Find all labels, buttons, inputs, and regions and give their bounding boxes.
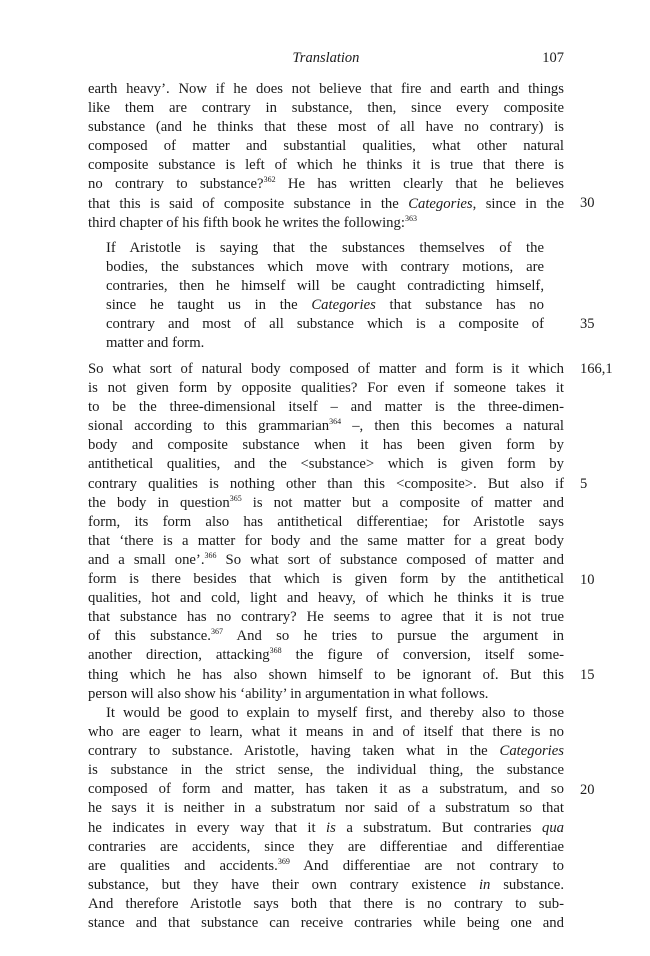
text-line: he indicates in every way that it is a substratum. But contraries qua — [88, 819, 564, 836]
text-line: another direction, attacking$^{368}$ the figure of conversion, itself some- — [88, 646, 564, 664]
text-line: If Aristotle is saying that the substances themselves of the — [106, 240, 544, 256]
text-line: So what sort of natural body composed of matter and form is it which — [88, 361, 564, 377]
text-line: substance, but they have their own contrary existence in substance. — [88, 876, 564, 893]
text-line: that this is said of composite substance in the Categories, since in the — [88, 195, 565, 212]
text-line: form, its form also has antithetical differentiae; for Aristotle says — [88, 513, 564, 530]
text-line: to be the three-dimensional itself – and matter is the three-dimen- — [88, 399, 564, 416]
text-line: since he taught us in the Categories that substance has no — [106, 297, 544, 314]
text-line: and a small one’.$^{366}$ So what sort of substance composed of matter and — [88, 550, 564, 568]
text-line: contraries are accidents, since they are differentiae and differentiae — [88, 838, 564, 855]
text-line: substance (and he thinks that these most of all have no contrary) is — [88, 119, 564, 136]
text-line: It would be good to explain to myself first, and thereby also to those — [106, 705, 564, 721]
text-line: matter and form. — [106, 335, 205, 352]
text-line: is substance in the strict sense, the individual thing, the substance — [88, 762, 564, 779]
text-line: that substance has no contrary? He seems to agree that it is not true — [88, 609, 564, 626]
text-line: person will also show his ‘ability’ in argumentation in what follows. — [88, 685, 489, 702]
margin-line-number: 20 — [580, 782, 595, 798]
text-line: are qualities and accidents.$^{369}$ And differentiae are not contrary to — [88, 856, 564, 874]
text-line: is not given form by opposite qualities? For even if someone takes it — [88, 380, 564, 397]
running-header — [88, 50, 564, 72]
text-line: composite substance is left of which he thinks it is true that there is — [88, 157, 564, 174]
margin-line-number: 15 — [580, 667, 595, 683]
text-line: the body in question$^{365}$ is not matter but a composite of matter and — [88, 493, 564, 511]
margin-line-number: 10 — [580, 572, 595, 588]
text-line: form is there besides that which is given form by the antithetical — [88, 571, 564, 588]
block-quote — [106, 239, 544, 354]
text-line: contraries, then he himself will be caught contradicting himself, — [106, 278, 544, 295]
text-line: body and composite substance when it has been given form by — [88, 437, 564, 454]
text-line: third chapter of his fifth book he writes the following:$^{363}$ — [88, 213, 417, 231]
text-line: who are eager to learn, what it means in and of itself that there is no — [88, 724, 564, 741]
text-line: And therefore Aristotle says both that there is no contrary to sub- — [88, 895, 564, 912]
text-line: that ‘there is a matter for body and the same matter for a great body — [88, 532, 564, 549]
page-number: 107 — [542, 50, 564, 66]
text-line: composed of matter and substantial qualities, what other natural — [88, 138, 564, 155]
text-line: bodies, the substances which move with contrary motions, are — [106, 259, 544, 276]
margin-line-number: 5 — [580, 476, 588, 492]
text-line: stance and that substance can receive contraries while being one and — [88, 915, 564, 932]
margin-line-number: 35 — [580, 316, 595, 332]
paragraph-3 — [88, 704, 564, 933]
margin-line-number: 166,1 — [580, 361, 613, 377]
text-line: contrary qualities is nothing other than this <composite>. But also if — [88, 475, 564, 492]
text-line: he says it is neither in a substratum nor said of a substratum so that — [88, 800, 564, 817]
text-line: no contrary to substance?$^{362}$ He has written clearly that he believes — [88, 175, 564, 193]
paragraph-1 — [88, 80, 564, 233]
text-line: antithetical qualities, and the <substance> which is given form by — [88, 456, 564, 473]
running-title: Translation — [292, 50, 360, 66]
text-line: like them are contrary in substance, then, since every composite — [88, 100, 564, 117]
text-line: earth heavy’. Now if he does not believe that fire and earth and things — [88, 81, 564, 97]
margin-line-number: 30 — [580, 195, 595, 211]
text-line: thing which he has also shown himself to be ignorant of. But this — [88, 666, 564, 683]
text-line: contrary to substance. Aristotle, having taken what in the Categories — [88, 743, 564, 760]
text-line: composed of form and matter, has taken it as a substratum, and so — [88, 781, 564, 798]
text-line: of this substance.$^{367}$ And so he tries to pursue the argument in — [88, 627, 565, 645]
text-line: qualities, hot and cold, light and heavy, of which he thinks it is true — [88, 590, 564, 607]
text-line: sional according to this grammarian$^{364}$ –, then this becomes a natural — [88, 417, 564, 435]
paragraph-2 — [88, 360, 564, 704]
text-line: contrary and most of all substance which is a composite of — [106, 316, 544, 333]
